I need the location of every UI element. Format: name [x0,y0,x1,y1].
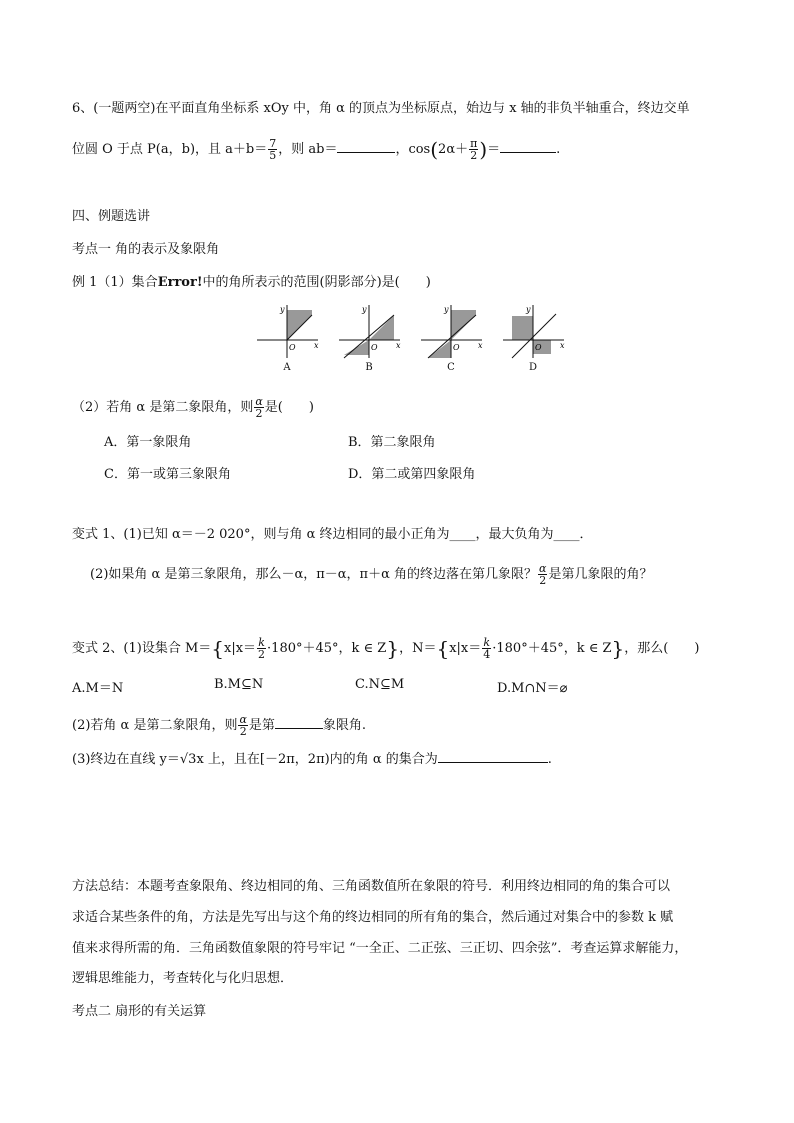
variant1-line-2 [90,563,652,586]
summary-line-4: 逻辑思维能力，考查转化与化归思想． [72,971,294,986]
variant2-fraction: $\frac{\alpha}{2}$ [239,713,247,738]
figure-b-x-label: x [396,341,401,350]
set-n-a: x|x＝ [449,641,482,656]
q6-blank-1[interactable] [337,140,395,153]
variant2-line-2-b: 是第 [248,718,275,733]
figure-c-x-label: x [478,341,483,350]
figure-c [416,300,486,380]
example1-part1-b: 中的角所表示的范围(阴影部分)是( ) [202,275,431,290]
summary-line-3: 值来求得所需的角．三角函数值象限的符号牢记 “一全正、二正弦、三正切、四余弦”．考查运算求解能力， [72,941,688,956]
figure-c-o-label: O [453,343,460,352]
q6-blank-2[interactable] [500,140,556,153]
variant2-line-3 [72,750,552,769]
figure-b-y-label: y [362,305,367,314]
figure-a-label: A [283,362,291,373]
variant2-option-c[interactable]: C.N⊆M [355,677,405,692]
q6-text-a: 位圆 O 于点 P(a，b)，且 a＋b＝ [72,142,268,157]
variant2-line-1: 变式 2、(1)设集合 M＝{x|x＝ $\frac{k}{2}$ ·180°＋45°，k ∈ Z}，N＝{x|x＝ $\frac{k}{4}$ ·180°＋45°，k ∈ Z}，那么( ) [72,636,700,661]
figure-b [334,300,404,380]
set-m-fraction: $\frac{k}{2}$ [258,636,266,661]
section-title: 四、例题选讲 [72,209,151,224]
variant1-line-1: 变式 1、(1)已知 α＝－2 020°，则与角 α 终边相同的最小正角为____，最大负角为____． [72,527,593,542]
set-m-a: x|x＝ [224,641,257,656]
variant1-line-2-a: (2)如果角 α 是第三象限角，那么－α，π－α，π＋α 角的终边落在第几象限？ [90,567,538,582]
example1-part1-a: 例 1（1）集合 [72,275,158,290]
option-a[interactable]: A．第一象限角 [104,435,192,450]
q6-text-c: ，cos [395,142,431,157]
figure-a-y-label: y [280,305,285,314]
figure-b-graph [334,300,404,360]
figure-a-graph [252,300,322,360]
variant2-line-2-c: 象限角. [322,718,367,733]
example1-part1 [72,274,431,292]
variant2-line-2-a: (2)若角 α 是第二象限角，则 [72,718,238,733]
variant2-line-2 [72,714,366,737]
variant2-line-1-a: 变式 2、(1)设集合 M＝ [72,641,212,656]
q6-end: . [556,142,561,157]
figure-b-label: B [365,362,373,373]
q6-line-2: 位圆 O 于点 P(a，b)，且 a＋b＝ $\frac{7}{5}$ ，则 ab＝ ，cos(2α＋ $\frac{\pi}{2}$ )＝ . [72,137,561,162]
variant1-fraction: $\frac{\alpha}{2}$ [539,562,547,587]
figure-c-y-label: y [444,305,449,314]
q6-fraction: $\frac{7}{5}$ [269,137,277,162]
set-n-fraction: $\frac{k}{4}$ [483,636,491,661]
figure-a-o-label: O [289,343,296,352]
variant2-option-d[interactable]: D.M∩N＝⌀ [497,681,568,696]
set-m-b: ·180°＋45°，k ∈ Z [267,641,387,656]
variant2-line-3-end: . [547,752,552,767]
variant1-line-2-b: 是第几象限的角？ [548,567,653,582]
variant2-line-1-c: ，那么( ) [624,641,700,656]
figure-d [498,300,568,380]
q6-cos-arg: 2α＋ [438,142,469,157]
variant2-option-b[interactable]: B.M⊆N [214,677,264,692]
figure-d-graph [498,300,568,360]
example1-part2 [72,396,314,419]
set-n-b: ·180°＋45°，k ∈ Z [492,641,612,656]
figure-b-o-label: O [371,343,378,352]
figure-d-x-label: x [560,341,565,350]
figure-a-x-label: x [314,341,319,350]
variant2-blank-2[interactable] [438,750,548,763]
figure-c-graph [416,300,486,360]
option-c[interactable]: C．第一或第三象限角 [104,467,231,482]
summary-line-2: 求适合某些条件的角，方法是先写出与这个角的终边相同的所有角的集合，然后通过对集合中的参数 k 赋 [72,910,674,925]
q6-line-1: 6、(一题两空)在平面直角坐标系 xOy 中，角 α 的顶点为坐标原点，始边与 x 轴的非负半轴重合，终边交单 [72,101,690,116]
variant2-option-a[interactable]: A.M＝N [72,681,124,696]
kaodian-1-title: 考点一 角的表示及象限角 [72,242,220,257]
example1-part2-fraction: $\frac{\alpha}{2}$ [255,395,263,420]
figure-d-label: D [528,362,538,373]
option-b[interactable]: B．第二象限角 [348,435,436,450]
variant2-blank-1[interactable] [275,716,323,729]
example1-part2-b: 是( ) [264,400,314,415]
answer-figures [252,300,572,380]
summary-line-1: 方法总结：本题考查象限角、终边相同的角、三角函数值所在象限的符号．利用终边相同的角的集合可以 [72,879,671,894]
figure-c-label: C [447,362,455,373]
option-d[interactable]: D．第二或第四象限角 [348,467,476,482]
kaodian-2-title: 考点二 扇形的有关运算 [72,1004,207,1019]
q6-text-d: ＝ [487,142,501,157]
variant2-line-1-b: ，N＝ [399,641,437,656]
example1-part2-a: （2）若角 α 是第二象限角，则 [72,400,254,415]
figure-d-o-label: O [535,343,542,352]
q6-cos-fraction: $\frac{\pi}{2}$ [470,137,478,162]
figure-d-y-label: y [526,305,531,314]
variant2-line-3-a: (3)终边在直线 y＝√3x 上，且在[－2π，2π)内的角 α 的集合为 [72,752,438,767]
q6-text-b: ，则 ab＝ [278,142,338,157]
error-text: Error! [157,275,203,290]
figure-a [252,300,322,380]
